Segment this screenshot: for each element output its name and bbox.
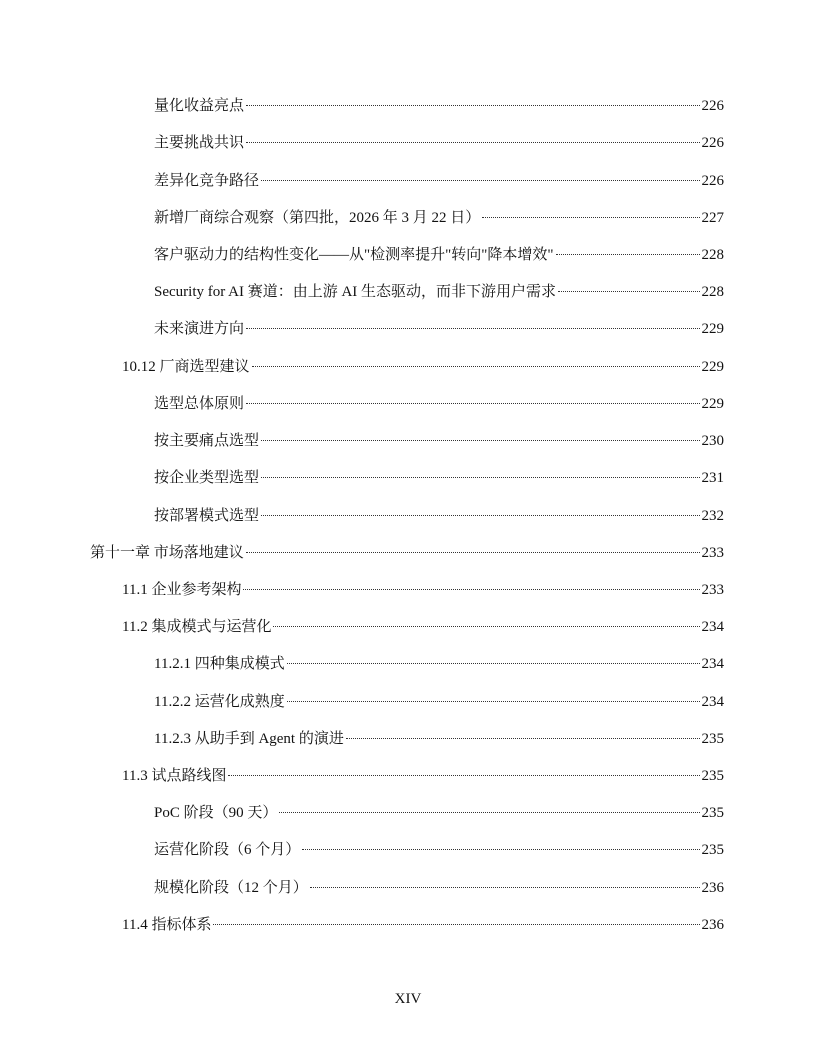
toc-entry-page: 226 (701, 98, 724, 114)
toc-entry-title: 第十一章 市场落地建议 (90, 545, 244, 561)
toc-entry[interactable] (154, 505, 724, 527)
toc-dot-leader (246, 552, 700, 553)
toc-entry-title: 差异化竞争路径 (154, 173, 260, 189)
toc-entry-page: 230 (701, 433, 724, 449)
toc-entry-title: 客户驱动力的结构性变化——从"检测率提升"转向"降本增效" (154, 247, 554, 263)
toc-dot-leader (213, 924, 699, 925)
toc-entry-page: 233 (701, 545, 724, 561)
toc-entry-title: 按企业类型选型 (154, 470, 260, 486)
toc-entry[interactable] (154, 244, 724, 266)
toc-entry-title: 11.2.1 四种集成模式 (154, 656, 285, 672)
toc-entry-title: 按部署模式选型 (154, 508, 260, 524)
toc-dot-leader (243, 589, 699, 590)
toc-dot-leader (556, 254, 700, 255)
toc-entry-page: 226 (701, 173, 724, 189)
toc-dot-leader (246, 142, 699, 143)
toc-entry-title: 11.2.3 从助手到 Agent 的演进 (154, 731, 344, 747)
toc-dot-leader (279, 812, 699, 813)
toc-entry-title: 量化收益亮点 (154, 98, 245, 114)
toc-entry-page: 234 (701, 694, 724, 710)
toc-entry[interactable] (154, 430, 724, 452)
toc-entry-title: 11.3 试点路线图 (122, 768, 227, 784)
toc-entry-title: 未来演进方向 (154, 321, 245, 337)
toc-entry-title: 选型总体原则 (154, 396, 245, 412)
toc-dot-leader (310, 887, 700, 888)
toc-dot-leader (302, 849, 699, 850)
toc-dot-leader (273, 626, 699, 627)
toc-entry-title: 11.1 企业参考架构 (122, 582, 242, 598)
toc-entry-page: 229 (701, 396, 724, 412)
toc-entry-page: 236 (701, 917, 724, 933)
toc-entry[interactable] (90, 542, 724, 564)
toc-entry-title: 11.4 指标体系 (122, 917, 212, 933)
toc-dot-leader (261, 440, 699, 441)
toc-entry[interactable] (154, 467, 724, 489)
toc-dot-leader (261, 477, 699, 478)
toc-entry-title: 11.2.2 运营化成熟度 (154, 694, 285, 710)
toc-entry[interactable] (154, 95, 724, 117)
toc-entry[interactable] (154, 393, 724, 415)
page-number: XIV (394, 991, 422, 1007)
toc-entry-page: 233 (701, 582, 724, 598)
toc-entry-title: 按主要痛点选型 (154, 433, 260, 449)
toc-entry-title: 主要挑战共识 (154, 135, 245, 151)
toc-entry-page: 234 (701, 656, 724, 672)
toc-entry[interactable] (154, 132, 724, 154)
toc-dot-leader (252, 366, 700, 367)
toc-entry[interactable] (122, 765, 724, 787)
toc-entry[interactable] (154, 170, 724, 192)
toc-entry-page: 226 (701, 135, 724, 151)
toc-entry-title: 10.12 厂商选型建议 (122, 359, 250, 375)
toc-entry-page: 229 (701, 359, 724, 375)
toc-dot-leader (228, 775, 699, 776)
toc-entry[interactable] (154, 281, 724, 303)
toc-entry-page: 228 (701, 284, 724, 300)
toc-entry-title: Security for AI 赛道：由上游 AI 生态驱动，而非下游用户需求 (154, 284, 557, 300)
toc-entry-page: 236 (701, 880, 724, 896)
toc-entry[interactable] (122, 616, 724, 638)
toc-entry-page: 232 (701, 508, 724, 524)
toc-entry[interactable] (122, 356, 724, 378)
toc-entry[interactable] (154, 839, 724, 861)
toc-entry[interactable] (122, 579, 724, 601)
toc-entry-title: 规模化阶段（12 个月） (154, 880, 308, 896)
toc-dot-leader (482, 217, 699, 218)
toc-entry-page: 234 (701, 619, 724, 635)
toc-entry[interactable] (122, 914, 724, 936)
toc-entry[interactable] (154, 207, 724, 229)
toc-dot-leader (346, 738, 700, 739)
toc-entry[interactable] (154, 877, 724, 899)
toc-entry[interactable] (154, 653, 724, 675)
toc-entry[interactable] (154, 728, 724, 750)
toc-entry-title: 运营化阶段（6 个月） (154, 842, 301, 858)
toc-dot-leader (246, 403, 699, 404)
toc-entry-page: 235 (701, 805, 724, 821)
toc-entry-title: 新增厂商综合观察（第四批，2026 年 3 月 22 日） (154, 210, 481, 226)
toc-dot-leader (246, 105, 699, 106)
toc-entry[interactable] (154, 691, 724, 713)
toc-entry-title: 11.2 集成模式与运营化 (122, 619, 272, 635)
toc-dot-leader (261, 515, 699, 516)
toc-entry-page: 235 (701, 842, 724, 858)
toc-entry-page: 229 (701, 321, 724, 337)
toc-entry-title: PoC 阶段（90 天） (154, 805, 278, 821)
toc-entry-page: 235 (701, 768, 724, 784)
toc-entry-page: 228 (701, 247, 724, 263)
toc-entry-page: 235 (701, 731, 724, 747)
toc-dot-leader (261, 180, 699, 181)
toc-entry-page: 227 (701, 210, 724, 226)
toc-dot-leader (558, 291, 699, 292)
toc-dot-leader (287, 701, 700, 702)
toc-dot-leader (246, 328, 699, 329)
toc-dot-leader (287, 663, 700, 664)
toc-entry[interactable] (154, 802, 724, 824)
toc-entry[interactable] (154, 318, 724, 340)
toc-entry-page: 231 (701, 470, 724, 486)
